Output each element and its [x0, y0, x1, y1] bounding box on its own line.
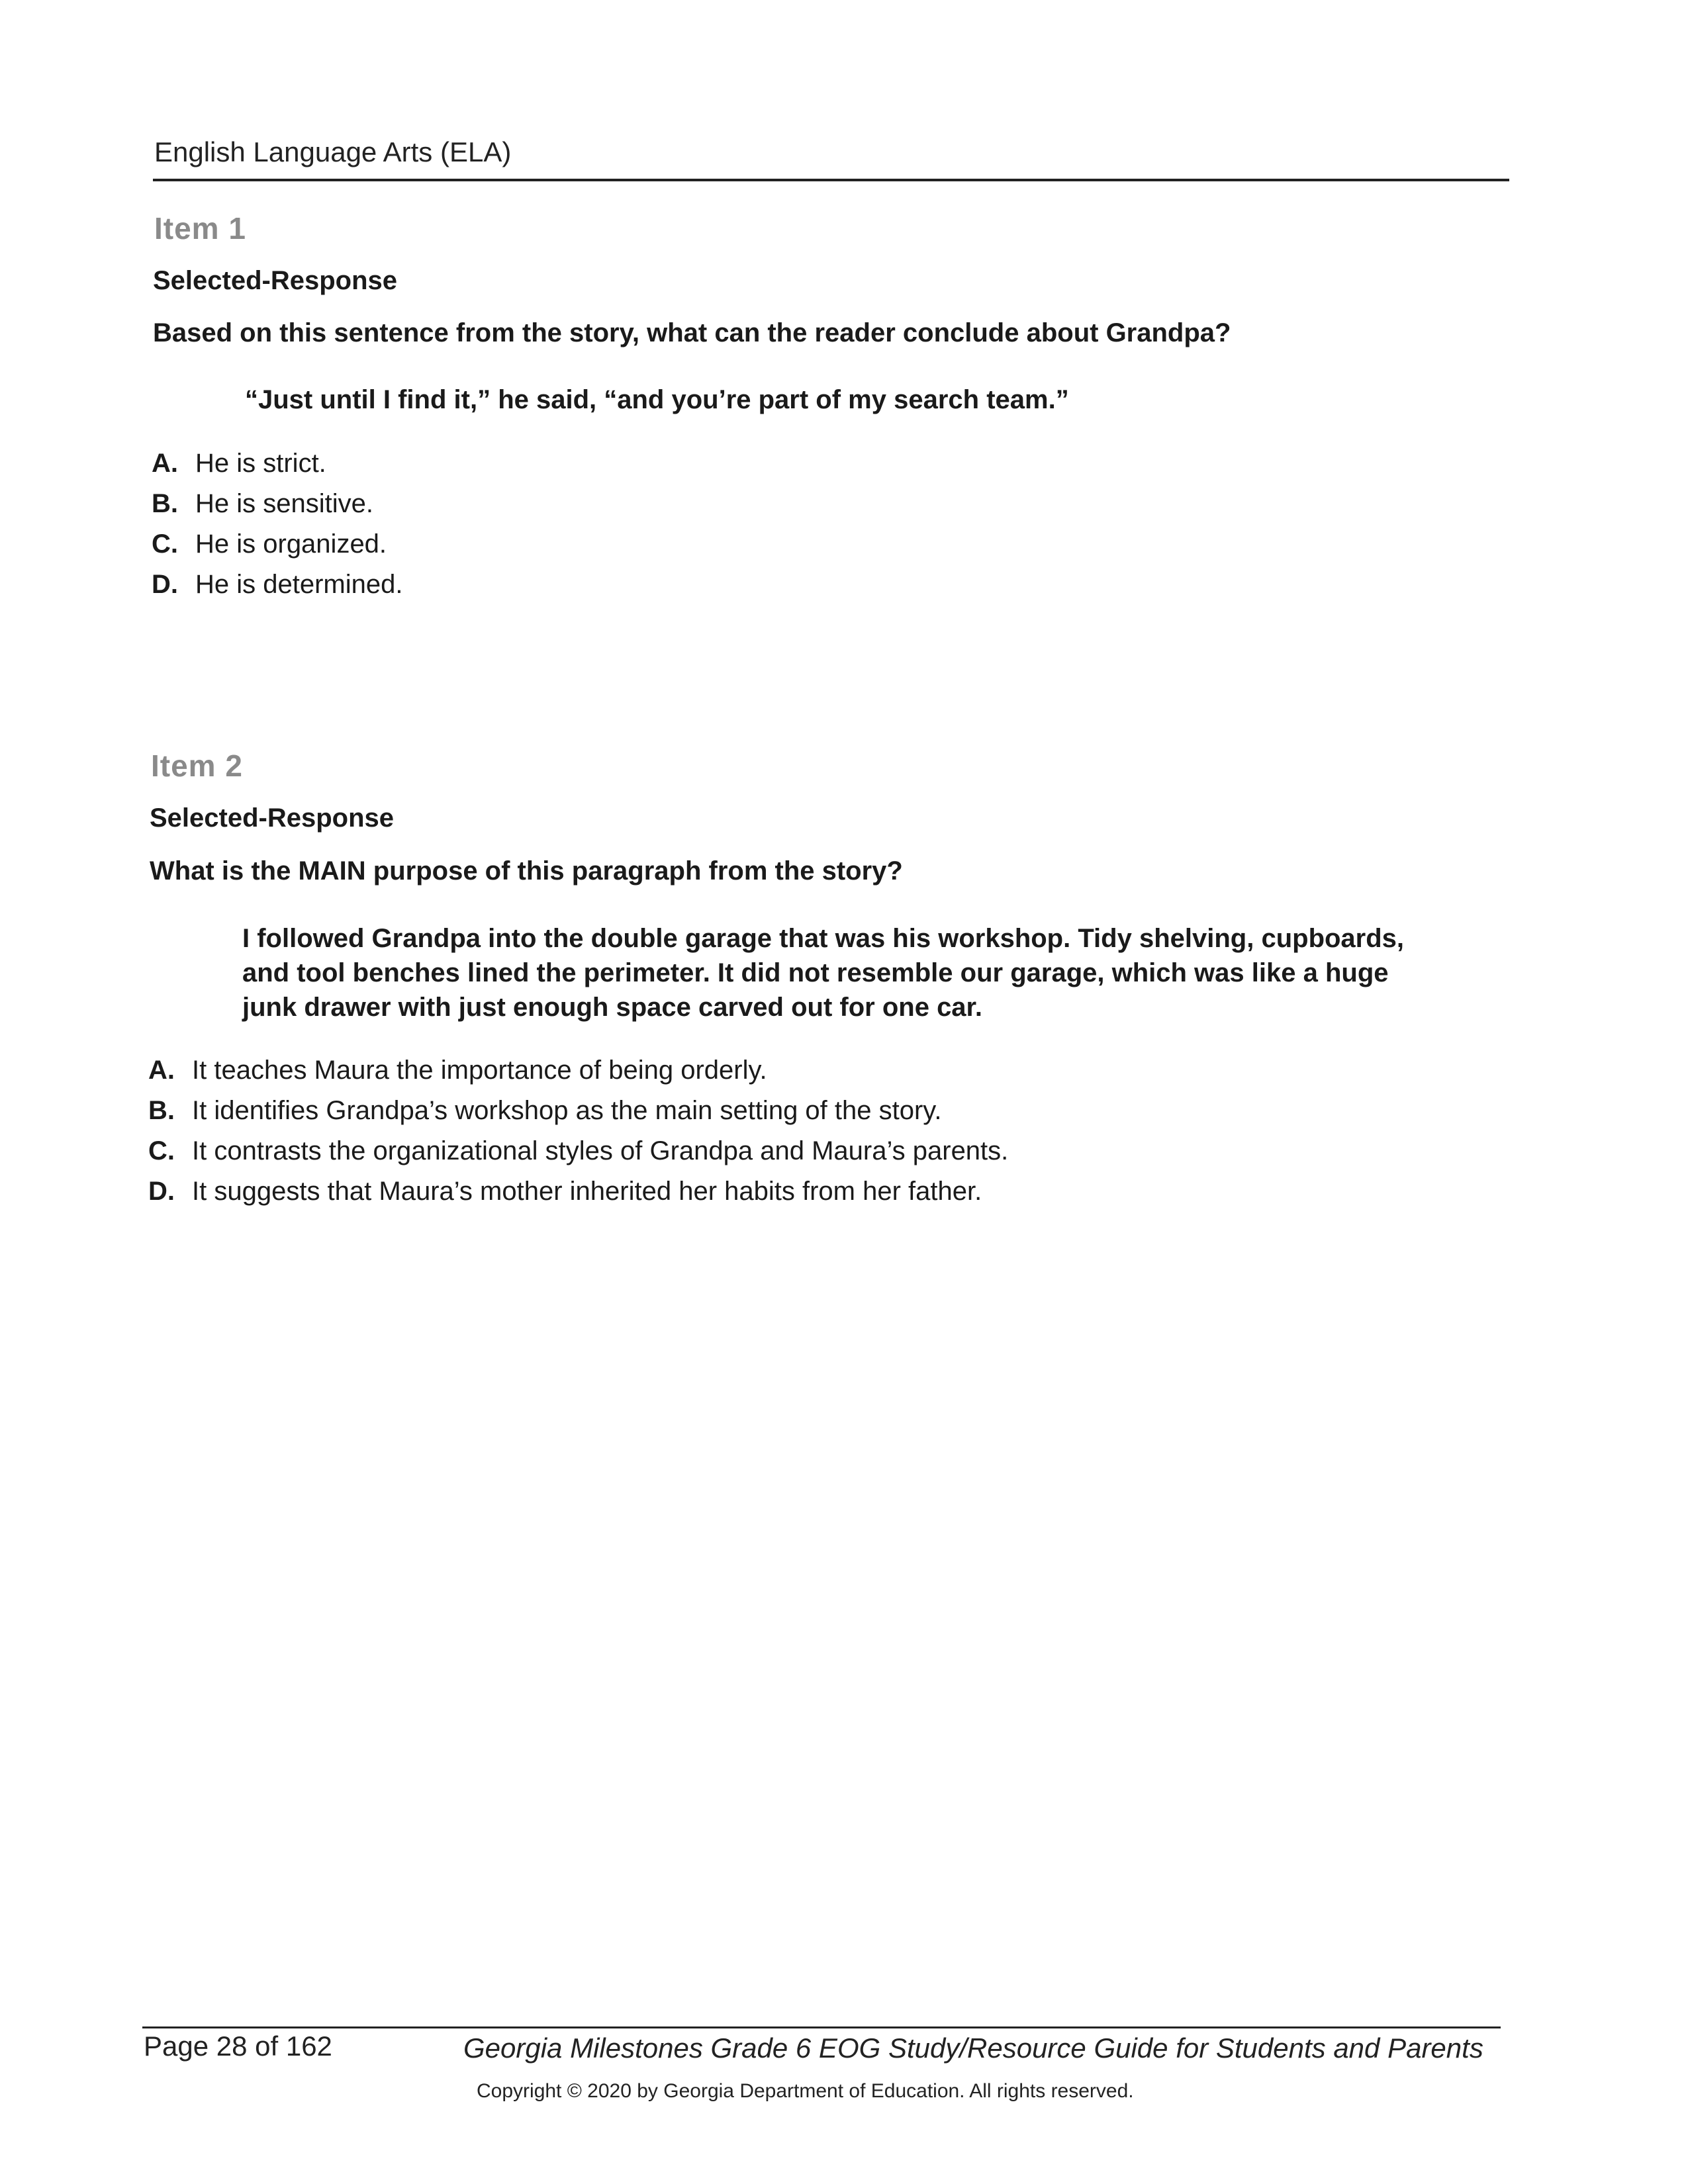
option-letter: D. — [152, 570, 178, 599]
option-text: It teaches Maura the importance of being orderly. — [192, 1056, 767, 1085]
copyright-notice: Copyright © 2020 by Georgia Department of Education. All rights reserved. — [477, 2080, 1134, 2102]
option-letter: A. — [152, 449, 178, 478]
option-text: He is organized. — [195, 529, 387, 559]
footer-divider — [142, 2026, 1501, 2028]
item-1-type: Selected-Response — [153, 266, 398, 295]
item-2-option-a[interactable] — [148, 1050, 1008, 1091]
option-text: It suggests that Maura’s mother inherited her habits from her father. — [192, 1177, 982, 1206]
option-letter: C. — [148, 1136, 175, 1165]
item-2-type: Selected-Response — [150, 803, 395, 833]
item-1-question: Based on this sentence from the story, what can the reader conclude about Grandpa? — [153, 318, 1231, 347]
header-subject: English Language Arts (ELA) — [154, 136, 512, 167]
option-text: He is determined. — [195, 570, 403, 599]
passage-line: I followed Grandpa into the double garage that was his workshop. Tidy shelving, cupboards, — [242, 924, 1405, 953]
item-1-option-b[interactable] — [152, 484, 402, 524]
item-2-option-b[interactable] — [148, 1091, 1008, 1131]
guide-title: Georgia Milestones Grade 6 EOG Study/Resource Guide for Students and Parents — [463, 2032, 1483, 2064]
item-2-option-d[interactable] — [148, 1171, 1008, 1212]
option-letter: D. — [148, 1177, 175, 1206]
header-divider — [153, 179, 1509, 181]
option-text: It identifies Grandpa’s workshop as the main setting of the story. — [192, 1096, 942, 1125]
passage-line: and tool benches lined the perimeter. It did not resemble our garage, which was like a huge — [242, 958, 1389, 987]
item-2-passage — [242, 921, 1404, 1024]
item-2-question: What is the MAIN purpose of this paragraph from the story? — [150, 856, 903, 886]
item-1-option-a[interactable] — [152, 443, 402, 484]
item-1-option-d[interactable] — [152, 565, 402, 605]
option-letter: C. — [152, 529, 178, 559]
item-2-options — [148, 1050, 1008, 1212]
option-letter: A. — [148, 1056, 175, 1085]
passage-line: junk drawer with just enough space carved out for one car. — [242, 993, 983, 1022]
item-2-option-c[interactable] — [148, 1131, 1008, 1171]
option-letter: B. — [148, 1096, 175, 1125]
option-text: It contrasts the organizational styles of Grandpa and Maura’s parents. — [192, 1136, 1009, 1165]
option-text: He is sensitive. — [195, 489, 373, 518]
option-text: He is strict. — [195, 449, 326, 478]
option-letter: B. — [152, 489, 178, 518]
item-1-options — [152, 443, 402, 605]
item-1-title: Item 1 — [154, 211, 246, 246]
item-2-title: Item 2 — [151, 749, 243, 783]
page-number: Page 28 of 162 — [144, 2030, 332, 2062]
item-1-option-c[interactable] — [152, 524, 402, 565]
item-1-quote: “Just until I find it,” he said, “and you’re part of my search team.” — [245, 385, 1069, 414]
